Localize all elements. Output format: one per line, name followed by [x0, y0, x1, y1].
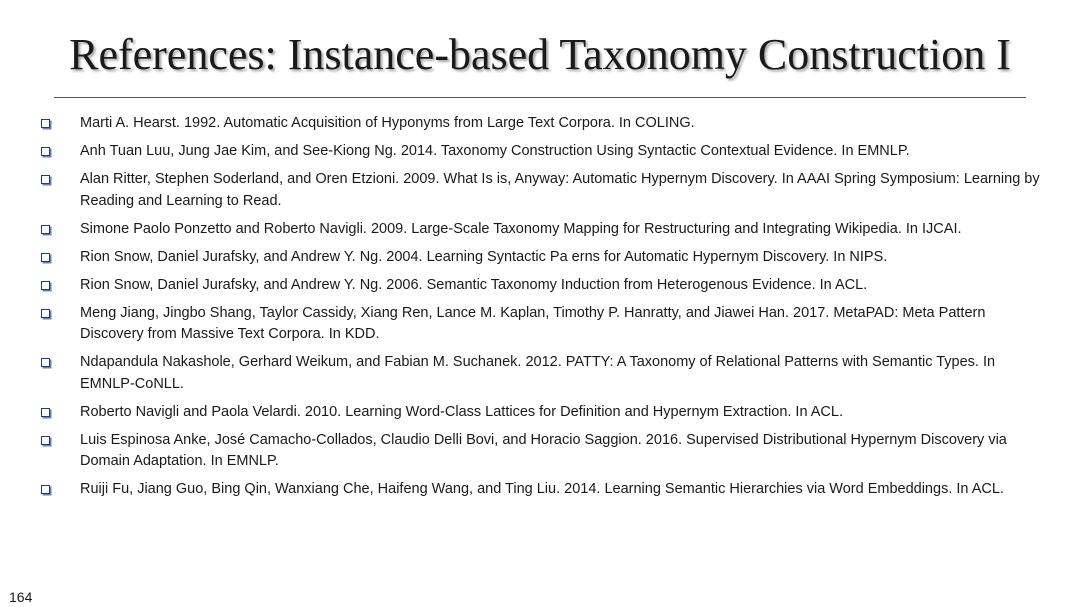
square-bullet-icon — [41, 358, 50, 367]
reference-item — [40, 479, 1040, 501]
square-bullet-icon — [41, 225, 50, 234]
reference-item — [40, 219, 1040, 241]
square-bullet-icon — [41, 147, 50, 156]
reference-text: Alan Ritter, Stephen Soderland, and Oren Etzioni. 2009. What Is is, Anyway: Automatic Hypernym Discovery. In AAAI Spring Symposium: Learning by Reading and Learning to Read. — [80, 171, 1040, 209]
square-bullet-icon — [41, 281, 50, 290]
reference-item — [40, 169, 1040, 212]
reference-text: Marti A. Hearst. 1992. Automatic Acquisition of Hyponyms from Large Text Corpora. In COLING. — [80, 115, 695, 131]
reference-text: Rion Snow, Daniel Jurafsky, and Andrew Y. Ng. 2004. Learning Syntactic Pa erns for Automatic Hypernym Discovery. In NIPS. — [80, 248, 888, 265]
square-bullet-icon — [41, 119, 50, 128]
square-bullet-icon — [41, 485, 50, 494]
reference-text: Ruiji Fu, Jiang Guo, Bing Qin, Wanxiang Che, Haifeng Wang, and Ting Liu. 2014. Learning Semantic Hierarchies via Word Embeddings. In ACL. — [80, 481, 1004, 497]
page-number: 164 — [9, 589, 33, 605]
reference-text: Ndapandula Nakashole, Gerhard Weikum, and Fabian M. Suchanek. 2012. PATTY: A Taxonomy of Relational Patterns with Semantic Types. In EMNLP-CoNLL. — [80, 354, 996, 392]
square-bullet-icon — [41, 309, 50, 318]
reference-item — [40, 113, 1040, 135]
reference-item — [40, 247, 1040, 269]
square-bullet-icon — [41, 253, 50, 262]
reference-item — [40, 275, 1040, 297]
reference-text: Meng Jiang, Jingbo Shang, Taylor Cassidy, Xiang Ren, Lance M. Kaplan, Timothy P. Hanratty, and Jiawei Han. 2017. MetaPAD: Meta Pattern Discovery from Massive Text Corpora. In KDD. — [80, 304, 986, 342]
reference-text: Anh Tuan Luu, Jung Jae Kim, and See-Kiong Ng. 2014. Taxonomy Construction Using Syntactic Contextual Evidence. In EMNLP. — [80, 143, 910, 159]
reference-item — [40, 141, 1040, 163]
reference-item — [40, 430, 1040, 473]
square-bullet-icon — [41, 436, 50, 445]
title-divider — [54, 97, 1026, 98]
square-bullet-icon — [41, 408, 50, 417]
reference-list — [40, 113, 1040, 507]
slide-title: References: Instance-based Taxonomy Construction I — [69, 30, 1011, 79]
reference-text: Luis Espinosa Anke, José Camacho-Collados, Claudio Delli Bovi, and Horacio Saggion. 2016. Supervised Distributional Hypernym Discovery via Domain Adaptation. In EMNLP. — [80, 431, 1007, 469]
reference-text: Roberto Navigli and Paola Velardi. 2010. Learning Word-Class Lattices for Definition and Hypernym Extraction. In ACL. — [80, 403, 843, 420]
reference-item — [40, 303, 1040, 346]
reference-text: Rion Snow, Daniel Jurafsky, and Andrew Y. Ng. 2006. Semantic Taxonomy Induction from Heterogenous Evidence. In ACL. — [80, 276, 868, 293]
reference-item — [40, 352, 1040, 395]
square-bullet-icon — [41, 175, 50, 184]
reference-item — [40, 402, 1040, 424]
reference-text: Simone Paolo Ponzetto and Roberto Navigli. 2009. Large-Scale Taxonomy Mapping for Restructuring and Integrating Wikipedia. In IJCAI. — [80, 220, 962, 237]
